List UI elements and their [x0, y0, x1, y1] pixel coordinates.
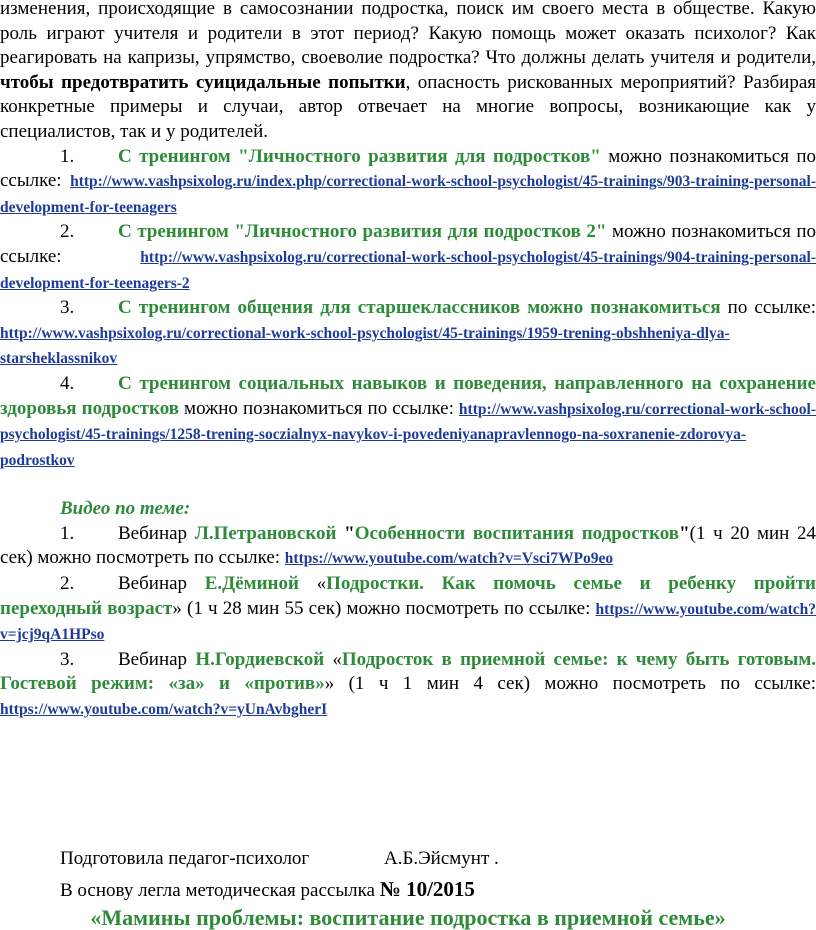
spacer	[0, 723, 816, 847]
training-title: С тренингом социальных навыков и поведения, направленного на сохранение здоровья подростков	[0, 372, 816, 419]
quote-close: »	[324, 673, 335, 695]
intro-paragraph	[0, 0, 816, 145]
training-text: можно познакомиться по ссылке:	[178, 397, 459, 419]
training-title: С тренингом "Личностного развития для подростков 2"	[118, 221, 607, 243]
training-title: С тренингом общения для старшеклассников можно познакомиться	[118, 297, 721, 319]
prepared-by-label: Подготовила педагог-психолог	[60, 847, 310, 869]
basis-text: В основу легла методическая рассылка	[60, 880, 380, 902]
training-link[interactable]: http://www.vashpsixolog.ru/correctional-work-school-psychologist/45-trainings/1258-trening-soczialnyx-navykov-i-povedeniyanapravlennogo-na-soxranenie-zdorovya-podrostkov	[0, 400, 816, 469]
video-link[interactable]: https://www.youtube.com/watch?v=yUnAvbgherI	[0, 701, 328, 719]
video-text: (1 ч 28 мин 55 сек) можно посмотреть по ссылке:	[181, 597, 596, 619]
video-prefix: Вебинар	[118, 522, 195, 544]
training-link[interactable]: http://www.vashpsixolog.ru/correctional-work-school-psychologist/45-trainings/1959-trening-obshheniya-dlya-starsheklassnikov	[0, 324, 730, 368]
video-title: Особенности воспитания подростков	[354, 522, 680, 544]
item-number: 2.	[60, 221, 75, 243]
training-title: С тренингом "Личностного развития для подростков"	[118, 145, 601, 167]
training-item-2	[0, 220, 816, 296]
author-name: А.Б.Эйсмунт .	[384, 847, 499, 869]
footer-signature	[0, 847, 816, 872]
quote-open: «	[298, 573, 327, 595]
item-number: 3.	[60, 297, 75, 319]
video-author: Н.Гордиевской	[195, 648, 325, 670]
intro-text-end: , опасность рискованных мероприятий? Разбирая конкретные примеры и случаи, автор отвечает на многие вопросы, возникающие как у специалистов, так и у родителей.	[0, 71, 816, 142]
training-text: по ссылке:	[720, 297, 816, 319]
footer-basis	[0, 877, 816, 904]
item-number: 4.	[60, 372, 75, 394]
newsletter-title: «Мамины проблемы: воспитание подростка в приемной семье»	[90, 904, 726, 930]
training-item-3	[0, 296, 816, 372]
item-number: 1.	[60, 522, 75, 544]
issue-number: № 10/2015	[379, 877, 475, 902]
video-text: (1 ч 20 мин 24 сек) можно посмотреть по ссылке:	[0, 522, 816, 569]
video-prefix: Вебинар	[118, 573, 205, 595]
training-item-4	[0, 372, 816, 473]
video-prefix: Вебинар	[118, 648, 196, 670]
quote-open: "	[336, 522, 355, 544]
quote-close: "	[679, 522, 690, 544]
video-link[interactable]: https://www.youtube.com/watch?v=jcj9qA1HPso	[0, 600, 816, 644]
video-section-heading: Видео по теме:	[60, 498, 191, 520]
video-text: (1 ч 1 мин 4 сек) можно посмотреть по ссылке:	[334, 673, 816, 695]
video-link[interactable]: https://www.youtube.com/watch?v=Vsci7WPo9eo	[284, 550, 614, 568]
item-number: 3.	[60, 648, 75, 670]
intro-text: изменения, происходящие в самосознании подростка, поиск им своего места в обществе. Какую роль играют учителя и родители в этот период? Какую помощь может оказать психолог? Как реагировать на капризы, упрямство, своеволие подростка? Что должны делать учителя и родители,	[0, 0, 816, 69]
training-text: можно познакомиться по ссылке:	[0, 221, 816, 267]
training-item-1	[0, 145, 816, 221]
video-item-3	[0, 648, 816, 723]
item-number: 1.	[60, 145, 75, 167]
video-title: Подросток в приемной семье: к чему быть готовым. Гостевой режим: «за» и «против»	[0, 648, 816, 695]
video-item-1	[0, 522, 816, 572]
quote-close: »	[172, 597, 182, 619]
item-number: 2.	[60, 573, 75, 595]
intro-bold-text: чтобы предотвратить суицидальные попытки	[0, 71, 406, 93]
video-title: Подростки. Как помочь семье и ребенку пройти переходный возраст	[0, 573, 816, 619]
training-link[interactable]: http://www.vashpsixolog.ru/correctional-work-school-psychologist/45-trainings/904-training-personal-development-for-teenagers-2	[0, 248, 816, 292]
training-text: можно познакомиться по ссылке:	[0, 145, 816, 192]
video-author: Е.Дёминой	[204, 573, 299, 595]
video-author: Л.Петрановской	[194, 522, 337, 544]
video-item-2	[0, 572, 816, 648]
quote-open: «	[324, 648, 342, 670]
training-link[interactable]: http://www.vashpsixolog.ru/index.php/correctional-work-school-psychologist/45-trainings/903-training-personal-development-for-teenagers	[0, 173, 816, 216]
